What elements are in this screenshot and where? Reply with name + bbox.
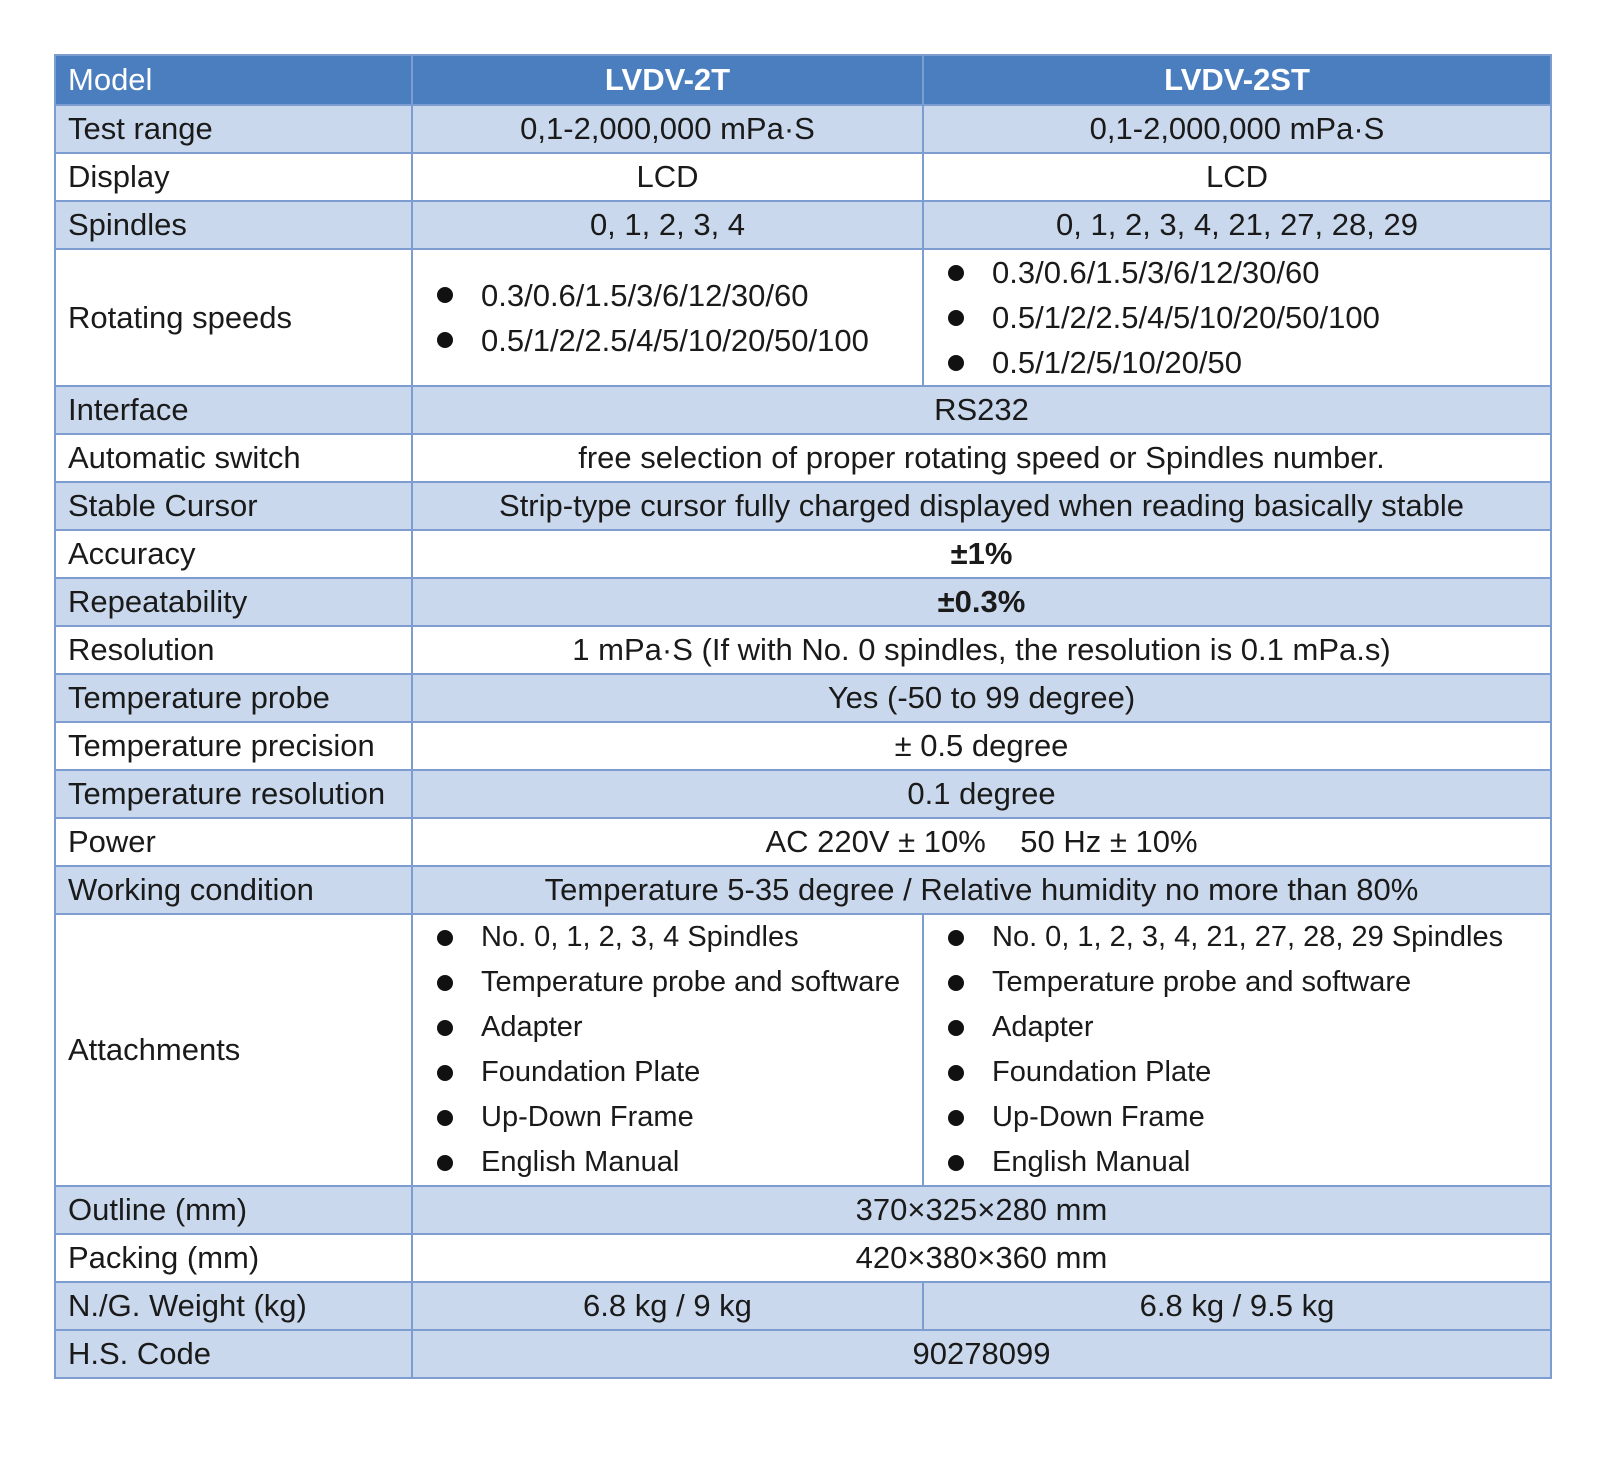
row-label: Outline (mm) [55, 1186, 412, 1234]
cell-value-merged: RS232 [412, 386, 1551, 434]
row-weight [55, 1282, 1551, 1330]
row-label: Attachments [55, 914, 412, 1186]
list-item: No. 0, 1, 2, 3, 4 Spindles [429, 915, 910, 960]
cell-value-merged: 90278099 [412, 1330, 1551, 1378]
row-label: Spindles [55, 201, 412, 249]
list-item: Adapter [940, 1005, 1538, 1050]
row-working-condition [55, 866, 1551, 914]
row-attachments [55, 914, 1551, 1186]
cell-value-2st: LCD [923, 153, 1551, 201]
row-label: Temperature resolution [55, 770, 412, 818]
cell-value-2t: 6.8 kg / 9 kg [412, 1282, 923, 1330]
cell-value-merged: 0.1 degree [412, 770, 1551, 818]
spec-table [54, 54, 1552, 1379]
cell-list-2st [923, 249, 1551, 386]
list-item: 0.3/0.6/1.5/3/6/12/30/60 [940, 250, 1538, 295]
row-label: Test range [55, 105, 412, 153]
cell-value-merged: Strip-type cursor fully charged displayed when reading basically stable [412, 482, 1551, 530]
row-outline [55, 1186, 1551, 1234]
row-hs-code [55, 1330, 1551, 1378]
row-label: Accuracy [55, 530, 412, 578]
list-item: 0.5/1/2/2.5/4/5/10/20/50/100 [429, 318, 910, 363]
row-label: Temperature precision [55, 722, 412, 770]
row-temperature-probe [55, 674, 1551, 722]
row-label: Repeatability [55, 578, 412, 626]
cell-value-2st: 6.8 kg / 9.5 kg [923, 1282, 1551, 1330]
header-row [55, 55, 1551, 105]
row-label: Rotating speeds [55, 249, 412, 386]
cell-list-2t [412, 914, 923, 1186]
row-label: Working condition [55, 866, 412, 914]
list-item: Up-Down Frame [940, 1095, 1538, 1140]
row-label: Resolution [55, 626, 412, 674]
row-interface [55, 386, 1551, 434]
row-label: Display [55, 153, 412, 201]
row-display [55, 153, 1551, 201]
cell-value-merged: ± 0.5 degree [412, 722, 1551, 770]
list-item: No. 0, 1, 2, 3, 4, 21, 27, 28, 29 Spindles [940, 915, 1538, 960]
row-automatic-switch [55, 434, 1551, 482]
list-item: 0.3/0.6/1.5/3/6/12/30/60 [429, 273, 910, 318]
row-label: Power [55, 818, 412, 866]
row-label: Stable Cursor [55, 482, 412, 530]
list-item: Foundation Plate [429, 1050, 910, 1095]
cell-value-merged: 420×380×360 mm [412, 1234, 1551, 1282]
row-label: H.S. Code [55, 1330, 412, 1378]
row-label: Temperature probe [55, 674, 412, 722]
cell-value-2st: 0, 1, 2, 3, 4, 21, 27, 28, 29 [923, 201, 1551, 249]
cell-value-2t: LCD [412, 153, 923, 201]
cell-value-2t: 0,1-2,000,000 mPa·S [412, 105, 923, 153]
row-label: Automatic switch [55, 434, 412, 482]
row-power [55, 818, 1551, 866]
row-label: Packing (mm) [55, 1234, 412, 1282]
list-item: Up-Down Frame [429, 1095, 910, 1140]
row-test-range [55, 105, 1551, 153]
list-item: 0.5/1/2/5/10/20/50 [940, 340, 1538, 385]
bullet-list [425, 915, 910, 1185]
cell-value-merged: 370×325×280 mm [412, 1186, 1551, 1234]
list-item: English Manual [429, 1140, 910, 1185]
row-packing [55, 1234, 1551, 1282]
row-temperature-resolution [55, 770, 1551, 818]
row-temperature-precision [55, 722, 1551, 770]
row-stable-cursor [55, 482, 1551, 530]
row-repeatability [55, 578, 1551, 626]
cell-value-2t: 0, 1, 2, 3, 4 [412, 201, 923, 249]
header-model: Model [55, 55, 412, 105]
bullet-list [425, 273, 910, 363]
cell-value-merged: ±1% [412, 530, 1551, 578]
list-item: Adapter [429, 1005, 910, 1050]
cell-value-merged: ±0.3% [412, 578, 1551, 626]
header-col-lvdv-2t: LVDV-2T [412, 55, 923, 105]
cell-value-merged: Yes (-50 to 99 degree) [412, 674, 1551, 722]
bullet-list [936, 250, 1538, 385]
cell-value-merged: 1 mPa·S (If with No. 0 spindles, the resolution is 0.1 mPa.s) [412, 626, 1551, 674]
cell-list-2t [412, 249, 923, 386]
row-resolution [55, 626, 1551, 674]
bullet-list [936, 915, 1538, 1185]
row-spindles [55, 201, 1551, 249]
cell-value-2st: 0,1-2,000,000 mPa·S [923, 105, 1551, 153]
list-item: 0.5/1/2/2.5/4/5/10/20/50/100 [940, 295, 1538, 340]
list-item: Foundation Plate [940, 1050, 1538, 1095]
row-rotating-speeds [55, 249, 1551, 386]
list-item: Temperature probe and software [429, 960, 910, 1005]
header-col-lvdv-2st: LVDV-2ST [923, 55, 1551, 105]
list-item: English Manual [940, 1140, 1538, 1185]
row-label: Interface [55, 386, 412, 434]
cell-value-merged: free selection of proper rotating speed or Spindles number. [412, 434, 1551, 482]
row-label: N./G. Weight (kg) [55, 1282, 412, 1330]
cell-value-merged: AC 220V ± 10% 50 Hz ± 10% [412, 818, 1551, 866]
cell-value-merged: Temperature 5-35 degree / Relative humidity no more than 80% [412, 866, 1551, 914]
list-item: Temperature probe and software [940, 960, 1538, 1005]
row-accuracy [55, 530, 1551, 578]
cell-list-2st [923, 914, 1551, 1186]
